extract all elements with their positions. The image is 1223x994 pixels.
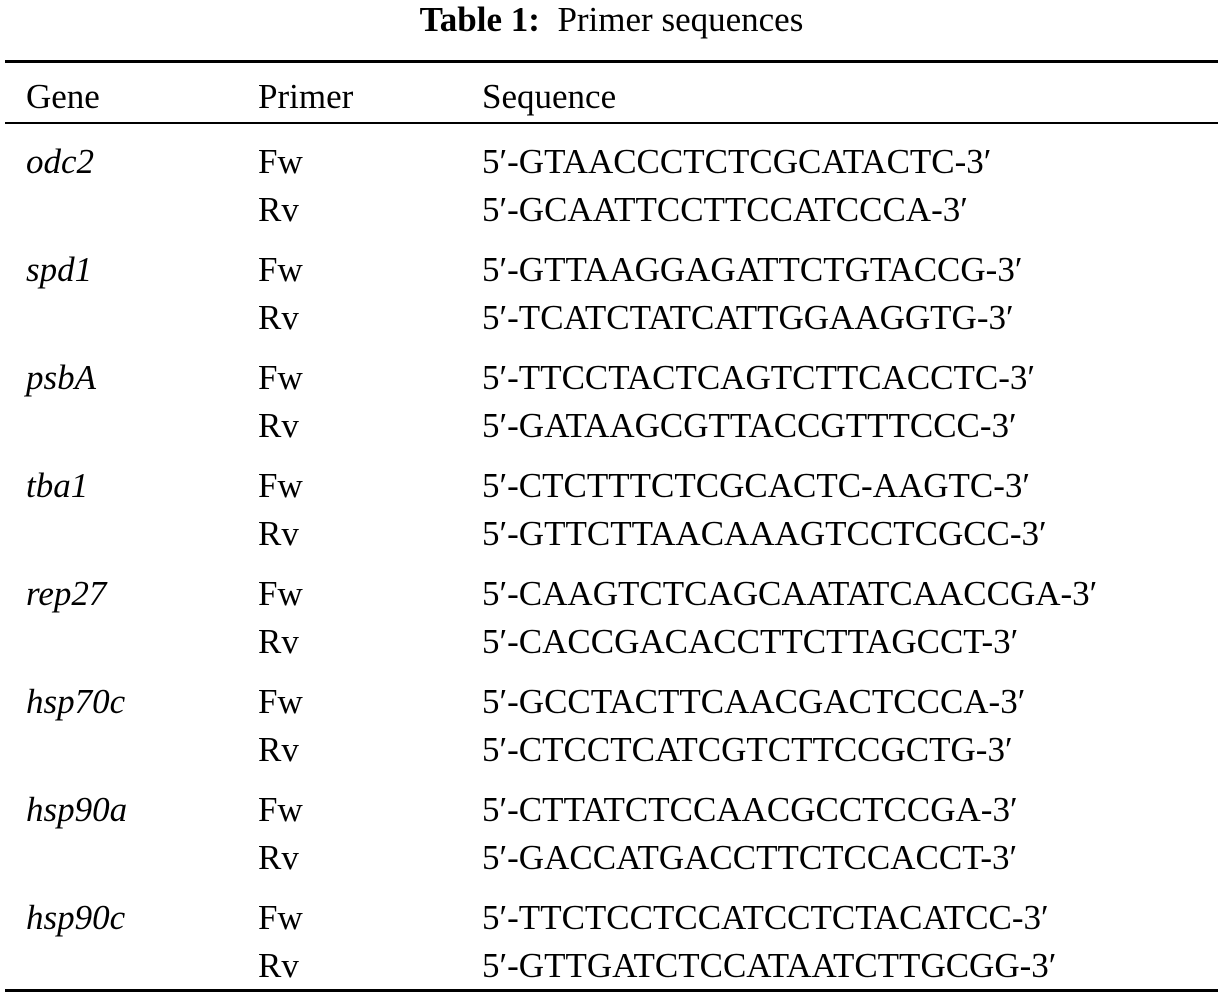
table-row-group [0, 354, 1223, 454]
primer-sequence: 5′-CTTATCTCCAACGCCTCCGA-3′ [482, 790, 1018, 829]
table-row [0, 570, 1223, 618]
primer-sequence: 5′-TCATCTATCATTGGAAGGTG-3′ [482, 298, 1014, 337]
table-row [0, 462, 1223, 510]
table-row [0, 942, 1223, 990]
table-row-group [0, 138, 1223, 238]
header-sequence: Sequence [482, 77, 617, 116]
gene-name: spd1 [26, 250, 93, 289]
primer-direction: Rv [258, 730, 299, 769]
table-row [0, 834, 1223, 882]
table-row [0, 246, 1223, 294]
primer-sequence: 5′-GTAACCCTCTCGCATACTC-3′ [482, 142, 992, 181]
header-gene: Gene [26, 77, 100, 116]
table-row-group [0, 678, 1223, 778]
gene-name: rep27 [26, 574, 107, 613]
primer-sequence: 5′-GTTGATCTCCATAATCTTGCGG-3′ [482, 946, 1057, 985]
table-row [0, 894, 1223, 942]
primer-sequence: 5′-GCAATTCCTTCCATCCCA-3′ [482, 190, 968, 229]
table-row-group [0, 246, 1223, 346]
primer-sequence: 5′-CTCTTTCTCGCACTC-AAGTC-3′ [482, 466, 1031, 505]
header-primer: Primer [258, 77, 354, 116]
gene-name: hsp90c [26, 898, 126, 937]
primer-direction: Fw [258, 466, 303, 505]
table-row-group [0, 570, 1223, 670]
table-row [0, 138, 1223, 186]
primer-direction: Rv [258, 406, 299, 445]
primer-direction: Rv [258, 622, 299, 661]
gene-name: psbA [26, 358, 96, 397]
table-header-rule [5, 122, 1218, 124]
table-caption [0, 0, 1223, 40]
primer-direction: Fw [258, 790, 303, 829]
table-row [0, 678, 1223, 726]
primer-sequence: 5′-TTCCTACTCAGTCTTCACCTC-3′ [482, 358, 1036, 397]
table-row [0, 726, 1223, 774]
primer-direction: Fw [258, 142, 303, 181]
table-row [0, 354, 1223, 402]
table-row [0, 402, 1223, 450]
primer-sequence: 5′-GCCTACTTCAACGACTCCCA-3′ [482, 682, 1026, 721]
table-caption-label: Table 1: [419, 0, 540, 39]
table-row [0, 618, 1223, 666]
primer-direction: Rv [258, 298, 299, 337]
table-row [0, 294, 1223, 342]
table-caption-text: Primer sequences [557, 0, 804, 39]
primer-direction: Fw [258, 574, 303, 613]
primer-direction: Rv [258, 514, 299, 553]
gene-name: hsp90a [26, 790, 128, 829]
primer-direction: Fw [258, 358, 303, 397]
gene-name: tba1 [26, 466, 89, 505]
table-top-rule [5, 60, 1218, 63]
primer-sequence: 5′-TTCTCCTCCATCCTCTACATCC-3′ [482, 898, 1049, 937]
table-row [0, 186, 1223, 234]
gene-name: odc2 [26, 142, 95, 181]
table-header-row [0, 74, 1223, 120]
primer-sequence: 5′-GTTCTTAACAAAGTCCTCGCC-3′ [482, 514, 1047, 553]
primer-direction: Rv [258, 946, 299, 985]
table-row-group [0, 894, 1223, 994]
primer-sequence: 5′-CAAGTCTCAGCAATATCAACCGA-3′ [482, 574, 1098, 613]
primer-sequence: 5′-CTCCTCATCGTCTTCCGCTG-3′ [482, 730, 1013, 769]
primer-direction: Rv [258, 190, 299, 229]
gene-name: hsp70c [26, 682, 126, 721]
primer-sequence: 5′-GACCATGACCTTCTCCACCT-3′ [482, 838, 1018, 877]
primer-direction: Fw [258, 898, 303, 937]
table-row-group [0, 786, 1223, 886]
table-bottom-rule [5, 989, 1218, 992]
primer-direction: Rv [258, 838, 299, 877]
table-row-group [0, 462, 1223, 562]
primer-sequence: 5′-CACCGACACCTTCTTAGCCT-3′ [482, 622, 1019, 661]
table-row [0, 510, 1223, 558]
primer-direction: Fw [258, 682, 303, 721]
primer-sequence: 5′-GTTAAGGAGATTCTGTACCG-3′ [482, 250, 1023, 289]
table-row [0, 786, 1223, 834]
primer-sequence: 5′-GATAAGCGTTACCGTTTCCC-3′ [482, 406, 1017, 445]
primer-direction: Fw [258, 250, 303, 289]
